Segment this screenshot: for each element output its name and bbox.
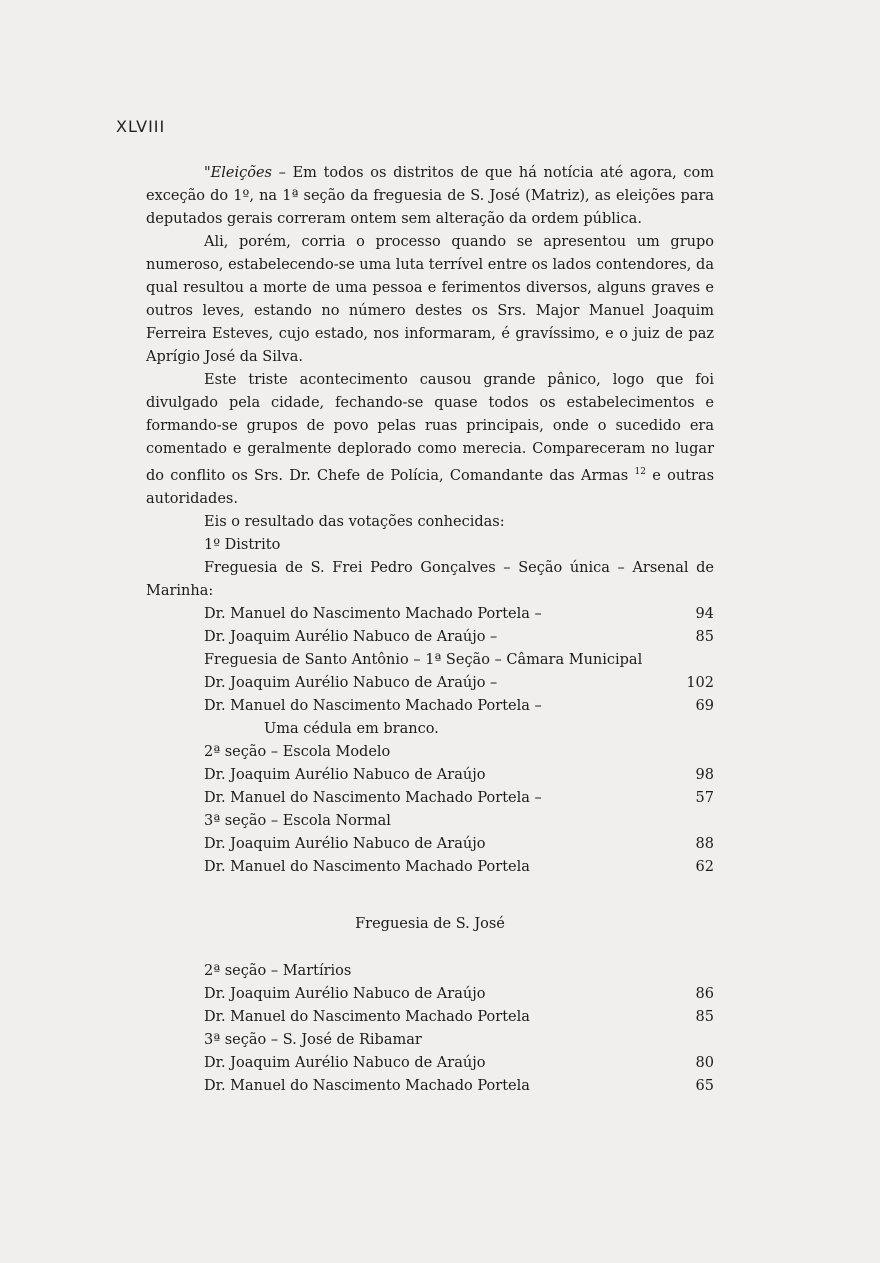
section-heading: 3ª seção – S. José de Ribamar [204,1031,422,1048]
vote-row: Dr. Joaquim Aurélio Nabuco de Araújo 98 [204,766,714,783]
parish-title: Freguesia de S. José [355,915,505,932]
vote-row: Dr. Joaquim Aurélio Nabuco de Araújo – 102 [204,674,714,691]
footnote-ref: 12 [634,467,646,477]
vote-row: Dr. Manuel do Nascimento Machado Portela 65 [204,1077,714,1094]
vote-row: Dr. Joaquim Aurélio Nabuco de Araújo – 85 [204,628,714,645]
vote-row: Dr. Joaquim Aurélio Nabuco de Araújo 86 [204,985,714,1002]
paragraph-3: Este triste acontecimento causou grande pânico, logo que foi divulgado pela cidade, fechando-se quase todos os estabelecimentos e formando-se grupos de povo pelas ruas principais, onde o sucedido era comentado e geralmente deplorado como merecia. Compareceram no lugar do conflito os Srs. Dr. Chefe de Polícia, Comandante das Armas $^{12}$ e outras autoridades. [146,372,715,507]
section-heading: Freguesia de Santo Antônio – 1ª Seção – Câmara Municipal [204,651,643,668]
section-heading: 2ª seção – Martírios [204,962,352,979]
vote-row: Dr. Manuel do Nascimento Machado Portela – 57 [204,789,714,806]
page-number: XLVIII [116,117,166,136]
article-body [146,162,714,1098]
section-heading: 3ª seção – Escola Normal [204,812,391,829]
section-lead: "Eleições [204,165,272,181]
results-intro: Eis o resultado das votações conhecidas: [204,513,505,530]
vote-row: Dr. Manuel do Nascimento Machado Portela 62 [204,858,714,875]
vote-row: Dr. Manuel do Nascimento Machado Portela – 69 [204,697,714,714]
vote-row: Dr. Joaquim Aurélio Nabuco de Araújo 88 [204,835,714,852]
paragraph-1: "Eleições – Em todos os distritos de que há notícia até agora, com exceção do 1º, na 1ª seção da freguesia de S. José (Matriz), as eleições para deputados gerais correram ontem sem alteração da ordem pública. [146,165,714,227]
vote-row: Dr. Joaquim Aurélio Nabuco de Araújo 80 [204,1054,714,1071]
district-label: 1º Distrito [204,536,281,553]
paragraph-2: Ali, porém, corria o processo quando se apresentou um grupo numeroso, estabelecendo-se uma luta terrível entre os lados contendores, da qual resultou a morte de uma pessoa e ferimentos diversos, alguns graves e outros leves, estando no número destes os Srs. Major Manuel Joaquim Ferreira Esteves, cujo estado, nos informaram, é gravíssimo, e o juiz de paz Aprígio José da Silva. [146,234,714,365]
vote-row: Dr. Manuel do Nascimento Machado Portela – 94 [204,605,714,622]
blank-ballot-note: Uma cédula em branco. [264,720,439,737]
section-heading: Freguesia de S. Frei Pedro Gonçalves – Seção única – Arsenal de Marinha: [146,559,714,599]
vote-row: Dr. Manuel do Nascimento Machado Portela 85 [204,1008,714,1025]
section-heading: 2ª seção – Escola Modelo [204,743,391,760]
